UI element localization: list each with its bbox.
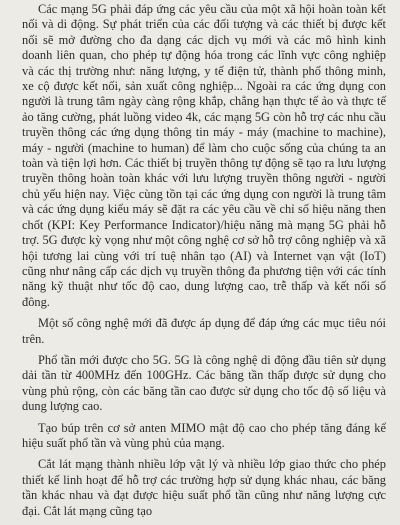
paragraph-beamforming: Tạo búp trên cơ sở anten MIMO mật độ cao cho phép tăng đáng kể hiệu suất phổ tần và vùng phủ của mạng.	[22, 420, 386, 450]
paragraph-intro: Các mạng 5G phải đáp ứng các yêu cầu của một xã hội hoàn toàn kết nối và di động. Sự phát triển của các đối tượng và các thiết bị được kết nối sẽ mở đường cho đa dạng các dịch vụ mới và các mô hình kinh doanh liên quan, cho phép tự động hóa trong các lĩnh vực công nghiệp và các thị trường như: năng lượng, y tế điện tử, thành phố thông minh, xe cộ được kết nối, sản xuất công nghiệp... Ngoài ra các ứng dụng con người là trung tâm ngày càng rộng khắp, chẳng hạn thực tế ảo và thực tế ảo tăng cường, phát luồng video 4k, các mạng 5G còn hỗ trợ các nhu cầu truyền thông các ứng dụng thông tin máy - máy (machine to machine), máy - người (machine to human) để làm cho cuộc sống của chúng ta an toàn và tiện lợi hơn. Các thiết bị truyền thông tự động sẽ tạo ra lưu lượng truyền thông hoàn toàn khác với lưu lượng truyền thông người - người chủ yếu hiện nay. Việc cùng tồn tại các ứng dụng con người là trung tâm và các ứng dụng kiểu máy sẽ đặt ra các yêu cầu về chỉ số hiệu năng then chốt (KPI: Key Performance Indicator)/hiệu năng mà mạng 5G phải hỗ trợ. 5G được kỳ vọng như một công nghệ cơ sở hỗ trợ công nghiệp và xã hội tương lai cùng với trí tuệ nhân tạo (AI) và Internet vạn vật (IoT) cũng như nâng cấp các dịch vụ truyền thông đa phương tiện với các tính năng kỹ thuật như tốc độ cao, dung lượng cao, trễ thấp và kết nối số đông.	[22, 2, 386, 309]
paragraph-new-technologies: Một số công nghệ mới đã được áp dụng để đáp ứng các mục tiêu nói trên.	[22, 316, 386, 346]
body-text	[22, 2, 386, 525]
paragraph-network-slicing: Cắt lát mạng thành nhiều lớp vật lý và nhiều lớp giao thức cho phép thiết kế linh hoạt để hỗ trợ các trường hợp sử dụng khác nhau, các băng tần khác nhau và đạt được hiệu suất phổ tần cũng như năng lượng cực đại. Cắt lát mạng cũng tạo	[22, 457, 386, 518]
paragraph-spectrum: Phổ tần mới được cho 5G. 5G là công nghệ di động đầu tiên sử dụng dải tần từ 400MHz đến 100GHz. Các băng tần thấp được sử dụng cho vùng phủ rộng, còn các băng tần cao được sử dụng cho tốc độ số liệu và dung lượng cao.	[22, 352, 386, 414]
